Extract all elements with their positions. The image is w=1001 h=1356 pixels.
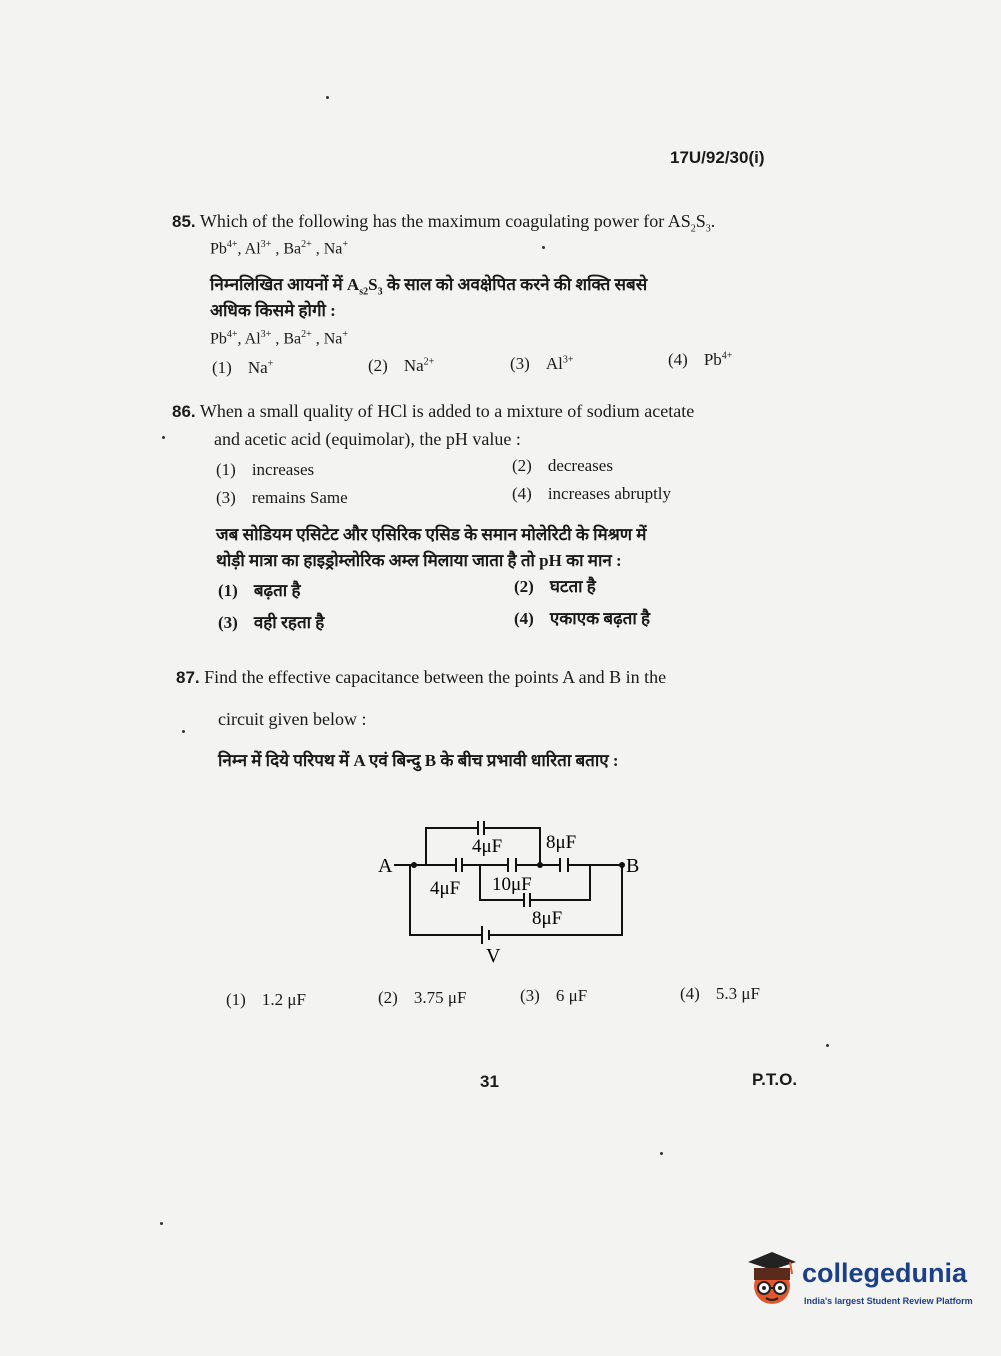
q87-text: Find the effective capacitance between the points A and B in the: [204, 667, 667, 687]
q85-hindi-line2: अधिक किसमे होगी :: [210, 301, 336, 320]
capacitor-bottom-label: 8μF: [532, 908, 563, 929]
scan-speck: [160, 1222, 163, 1225]
collegedunia-logo: [742, 1248, 973, 1314]
q85-number: 85.: [172, 212, 196, 231]
pto-label: P.T.O.: [752, 1070, 798, 1089]
capacitor-circuit-diagram: [370, 810, 660, 980]
capacitor-right-label: 8μF: [546, 832, 577, 853]
capacitor-top-label: 4μF: [472, 836, 503, 857]
q87-option-1: (1) 1.2 μF: [226, 990, 306, 1009]
paper-code: 17U/92/30(i): [670, 148, 765, 167]
q85-hindi-line1: निम्नलिखित आयनों में $A_{s2}S_3$ के साल को अवक्षेपित करने की शक्ति सबसे: [210, 275, 648, 298]
brand-tagline: India's largest Student Review Platform: [804, 1296, 973, 1306]
q87-line1: [176, 668, 666, 686]
q86-number: 86.: [172, 402, 196, 421]
q85-option-3: (3) $Al^{3+}$: [510, 354, 574, 373]
capacitor-left-label: 4μF: [430, 878, 461, 899]
q86-hindi-option-2: (2) घटता है: [514, 577, 596, 596]
q86-option-2: (2) decreases: [512, 456, 613, 475]
q85-option-1: (1) Na+: [212, 358, 274, 377]
scan-speck: [182, 730, 185, 733]
q87-hindi-line1: निम्न में दिये परिपथ में A एवं बिन्दु B के बीच प्रभावी धारिता बताए :: [218, 751, 619, 770]
page-number: 31: [480, 1072, 499, 1091]
q86-line2: and acetic acid (equimolar), the pH value :: [214, 429, 521, 449]
q85-line1: [172, 212, 715, 235]
q86-line1: [172, 402, 694, 420]
q87-option-2: (2) 3.75 μF: [378, 988, 467, 1007]
q85-ions-hi: $Pb^{4+}$, $Al^{3+}$ , $Ba^{2+}$ , Na+: [210, 329, 349, 348]
q86-hindi-line2: थोड़ी मात्रा का हाइड्रोम्लोरिक अम्ल मिलाया जाता है तो pH का मान :: [216, 551, 622, 570]
q86-hindi-option-1: (1) बढ़ता है: [218, 581, 301, 600]
q85-option-2: (2) $Na^{2+}$: [368, 356, 435, 375]
scan-speck: [326, 96, 329, 99]
q86-option-1: (1) increases: [216, 460, 315, 479]
scan-speck: [826, 1044, 829, 1047]
q86-option-3: (3) remains Same: [216, 488, 348, 507]
q86-hindi-option-4: (4) एकाएक बढ़ता है: [514, 609, 651, 628]
q87-number: 87.: [176, 668, 200, 687]
q85-option-4: (4) $Pb^{4+}$: [668, 350, 733, 369]
q86-text: When a small quality of HCl is added to a mixture of sodium acetate: [199, 401, 695, 421]
q85-ions-en: $Pb^{4+}$, $Al^{3+}$ , $Ba^{2+}$ , Na+: [210, 239, 349, 258]
circuit-label-b: B: [626, 855, 640, 877]
q86-hindi-line1: जब सोडियम एसिटेट और एसिरिक एसिड के समान मोलेरिटी के मिश्रण में: [216, 525, 647, 544]
student-mascot-icon: [742, 1248, 800, 1310]
q85-text: Which of the following has the maximum coagulating power for $AS_2S_3$.: [199, 211, 716, 235]
scan-speck: [542, 246, 545, 249]
q86-option-4: (4) increases abruptly: [512, 484, 672, 503]
q87-line2: circuit given below :: [218, 709, 367, 729]
scan-speck: [660, 1152, 663, 1155]
circuit-label-v: V: [486, 945, 501, 967]
circuit-label-a: A: [378, 855, 393, 877]
brand-name: collegedunia: [802, 1258, 968, 1288]
q87-option-3: (3) 6 μF: [520, 986, 588, 1005]
q86-hindi-option-3: (3) वही रहता है: [218, 613, 325, 632]
capacitor-middle-label: 10μF: [492, 874, 532, 895]
q87-option-4: (4) 5.3 μF: [680, 984, 760, 1003]
scan-speck: [162, 436, 165, 439]
